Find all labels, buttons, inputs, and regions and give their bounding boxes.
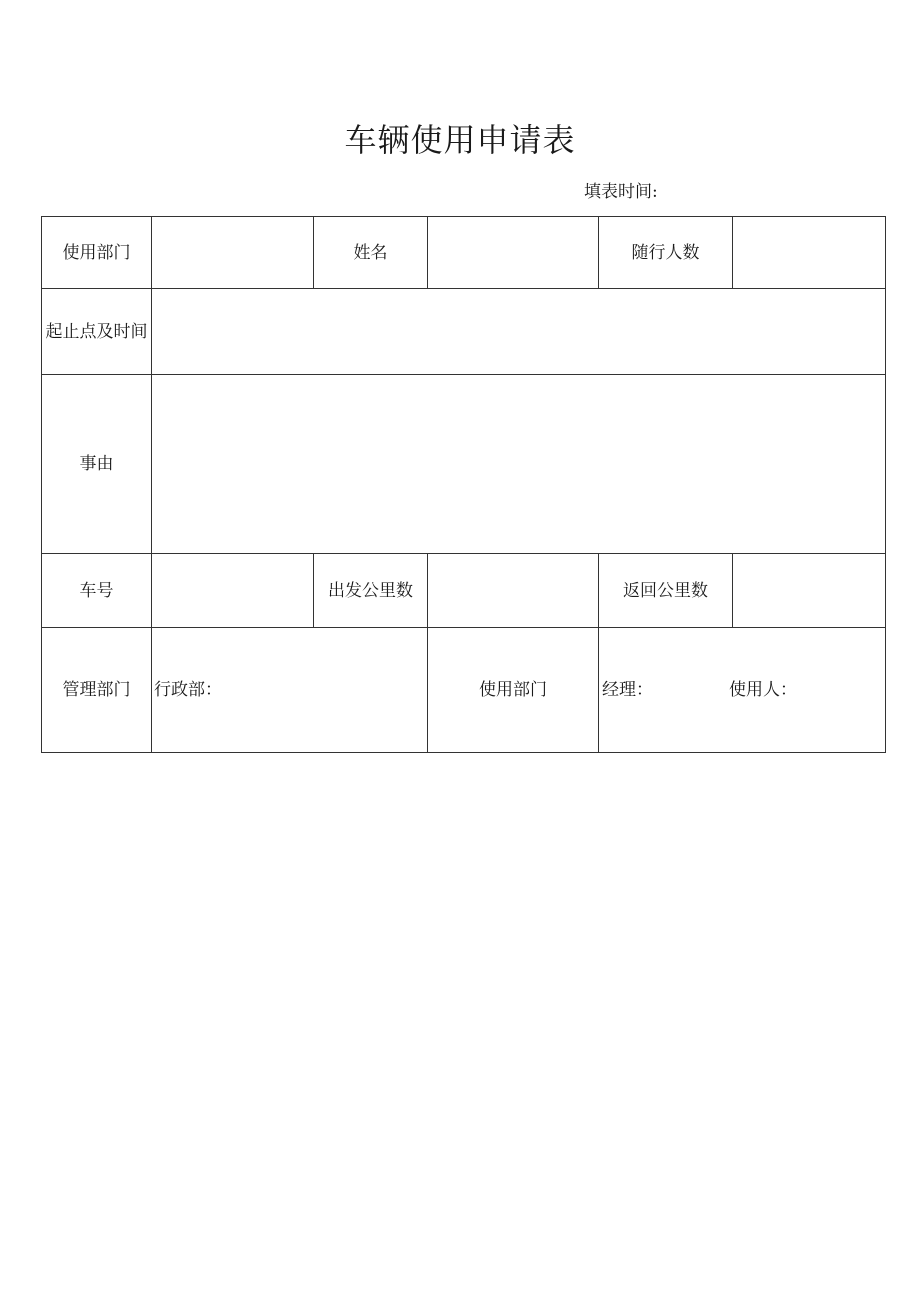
fill-time-label: 填表时间: xyxy=(584,182,658,202)
form-row-vehicle xyxy=(42,554,886,628)
user-label: 使用人： xyxy=(729,680,797,700)
return-km-field[interactable] xyxy=(733,554,886,628)
route-label: 起止点及时间 xyxy=(42,289,152,375)
admin-label: 管理部门 xyxy=(42,628,152,753)
using-dept-label: 使用部门 xyxy=(428,628,599,753)
companions-label: 随行人数 xyxy=(599,217,733,289)
dept-label: 使用部门 xyxy=(42,217,152,289)
plate-field[interactable] xyxy=(152,554,314,628)
name-field[interactable] xyxy=(428,217,599,289)
route-field[interactable] xyxy=(152,289,886,375)
admin-sign-label: 行政部： xyxy=(154,680,222,700)
plate-label: 车号 xyxy=(42,554,152,628)
depart-km-label: 出发公里数 xyxy=(314,554,428,628)
using-dept-sign-field[interactable] xyxy=(599,628,886,753)
form-row-approval xyxy=(42,628,886,753)
document-title: 车辆使用申请表 xyxy=(344,121,576,159)
form-row-reason xyxy=(42,375,886,554)
vehicle-request-form xyxy=(41,216,886,753)
depart-km-field[interactable] xyxy=(428,554,599,628)
admin-sign-field[interactable] xyxy=(152,628,428,753)
form-row-route xyxy=(42,289,886,375)
companions-field[interactable] xyxy=(733,217,886,289)
form-row-applicant xyxy=(42,217,886,289)
sign-line xyxy=(601,678,885,702)
reason-label: 事由 xyxy=(42,375,152,554)
return-km-label: 返回公里数 xyxy=(599,554,733,628)
manager-label: 经理： xyxy=(602,680,653,700)
reason-field[interactable] xyxy=(152,375,886,554)
name-label: 姓名 xyxy=(314,217,428,289)
dept-field[interactable] xyxy=(152,217,314,289)
